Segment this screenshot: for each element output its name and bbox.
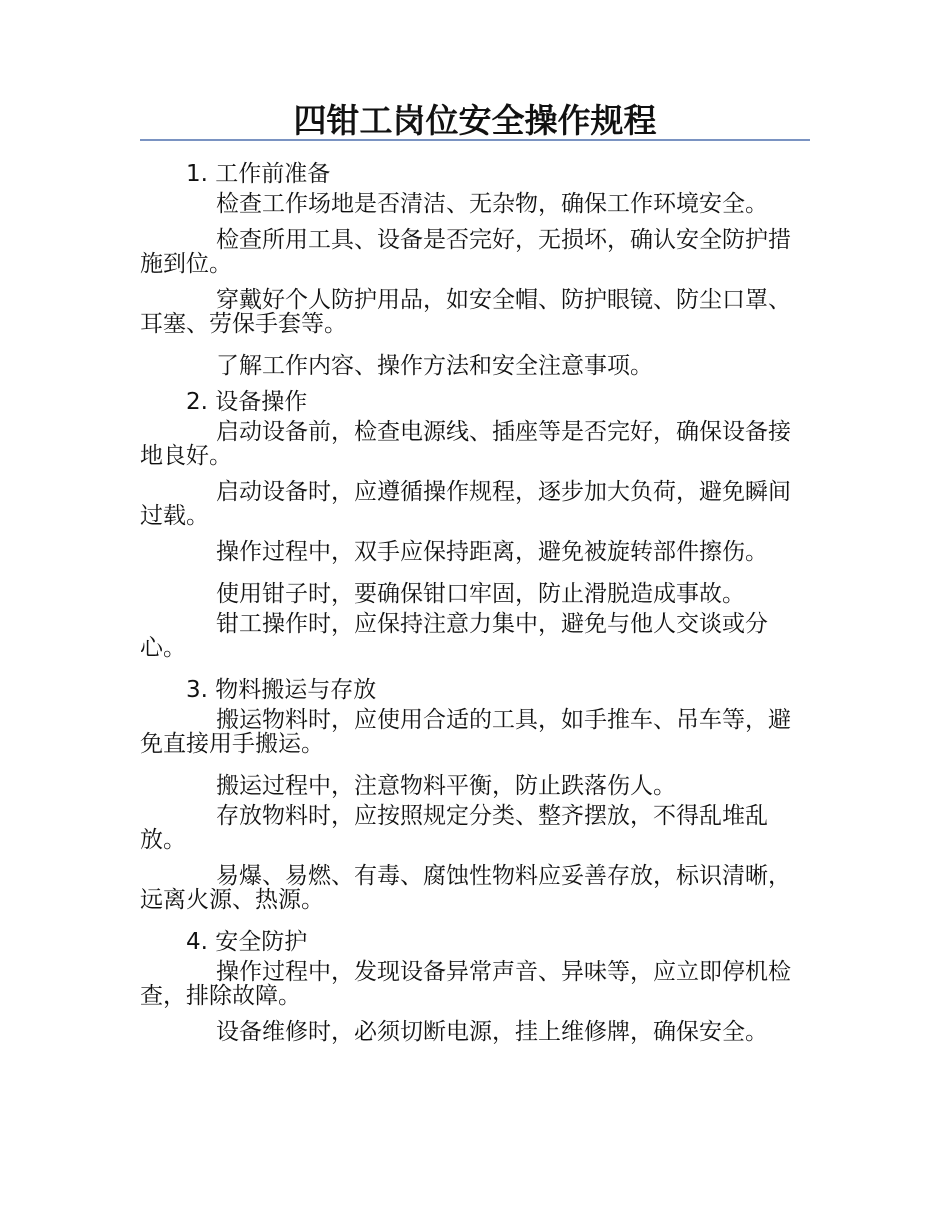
paragraph: 设备维修时，必须切断电源，挂上维修牌，确保安全。	[216, 1019, 768, 1045]
paragraph: 搬运物料时，应使用合适的工具，如手推车、吊车等，避免直接用手搬运。	[140, 707, 791, 757]
section-heading: 1. 工作前准备	[186, 161, 331, 187]
title-underline	[140, 139, 810, 141]
section-heading: 4. 安全防护	[186, 929, 308, 955]
paragraph: 存放物料时，应按照规定分类、整齐摆放，不得乱堆乱放。	[140, 803, 768, 853]
paragraph: 钳工操作时，应保持注意力集中，避免与他人交谈或分心。	[140, 611, 768, 661]
paragraph: 启动设备时，应遵循操作规程，逐步加大负荷，避免瞬间过载。	[140, 479, 791, 529]
paragraph: 易爆、易燃、有毒、腐蚀性物料应妥善存放，标识清晰，远离火源、热源。	[140, 863, 791, 913]
document-title: 四钳工岗位安全操作规程	[293, 101, 657, 140]
paragraph: 启动设备前，检查电源线、插座等是否完好，确保设备接地良好。	[140, 419, 791, 469]
paragraph: 搬运过程中，注意物料平衡，防止跌落伤人。	[216, 773, 676, 799]
paragraph: 了解工作内容、操作方法和安全注意事项。	[216, 353, 653, 379]
paragraph: 检查所用工具、设备是否完好，无损坏，确认安全防护措施到位。	[140, 227, 791, 277]
document-body	[140, 156, 800, 1056]
paragraph: 操作过程中，双手应保持距离，避免被旋转部件擦伤。	[216, 539, 768, 565]
paragraph: 穿戴好个人防护用品，如安全帽、防护眼镜、防尘口罩、耳塞、劳保手套等。	[140, 287, 791, 337]
section-heading: 2. 设备操作	[186, 389, 308, 415]
paragraph: 检查工作场地是否清洁、无杂物，确保工作环境安全。	[216, 191, 768, 217]
paragraph: 操作过程中，发现设备异常声音、异味等，应立即停机检查，排除故障。	[140, 959, 791, 1009]
section-heading: 3. 物料搬运与存放	[186, 677, 377, 703]
paragraph: 使用钳子时，要确保钳口牢固，防止滑脱造成事故。	[216, 581, 745, 607]
